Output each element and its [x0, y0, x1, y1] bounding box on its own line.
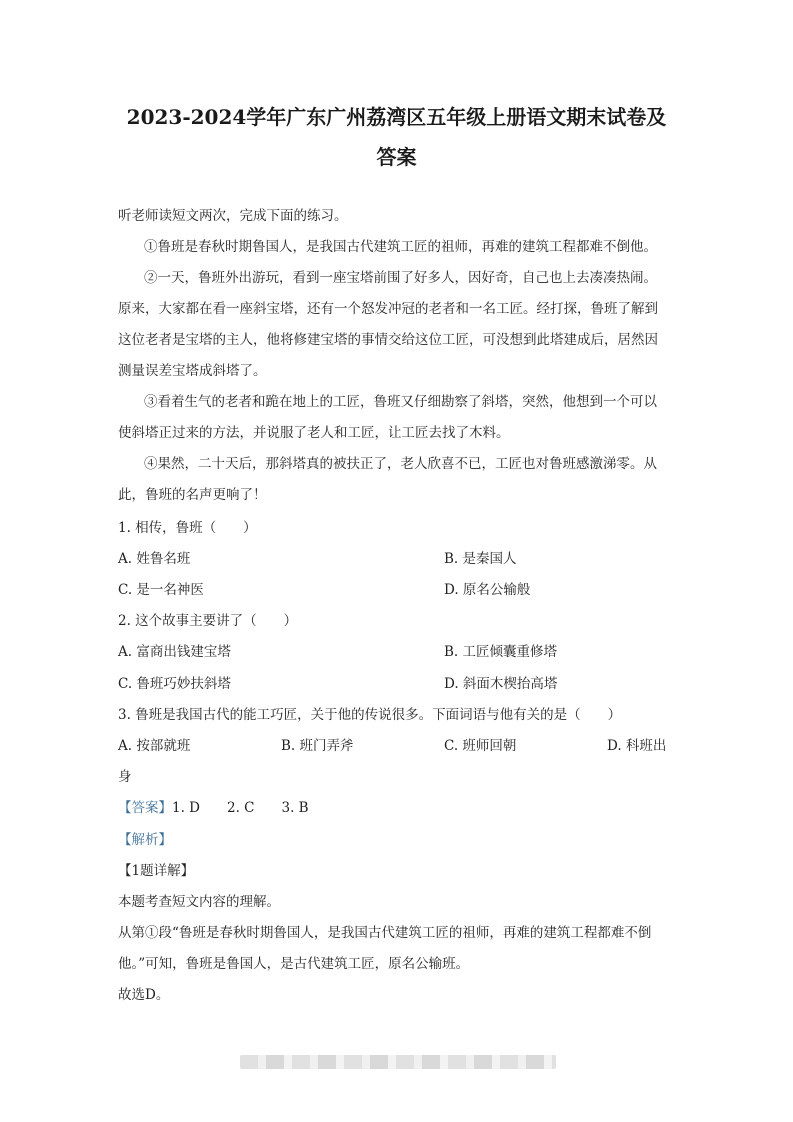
passage-paragraph-2-line-2: 原来，大家都在看一座斜宝塔，还有一个怒发冲冠的老者和一名工匠。经打探，鲁班了解到	[118, 301, 658, 317]
question-1-option-b: B. 是秦国人	[444, 551, 517, 567]
passage-paragraph-4-line-1: ④果然，二十天后，那斜塔真的被扶正了，老人欣喜不已，工匠也对鲁班感激涕零。从	[144, 456, 657, 472]
passage-paragraph-3-line-2: 使斜塔正过来的方法，并说服了老人和工匠，让工匠去找了木料。	[118, 425, 510, 441]
blurred-footer-watermark	[240, 1055, 556, 1069]
instruction: 听老师读短文两次，完成下面的练习。	[118, 208, 348, 224]
question-1-stem: 1. 相传，鲁班（ ）	[118, 520, 257, 536]
answer-text: 1. D 2. C 3. B	[172, 800, 309, 816]
answer-label: 【答案】	[118, 800, 172, 816]
question-3-option-c: C. 班师回朝	[444, 738, 517, 754]
passage-paragraph-3-line-1: ③看着生气的老者和跪在地上的工匠，鲁班又仔细勘察了斜塔，突然，他想到一个可以	[144, 394, 657, 410]
passage-paragraph-2-line-1: ②一天，鲁班外出游玩，看到一座宝塔前围了好多人，因好奇，自己也上去凑凑热闹。	[144, 270, 657, 286]
question-2-option-a: A. 富商出钱建宝塔	[118, 644, 231, 660]
question-3-option-a: A. 按部就班	[118, 738, 191, 754]
question-2-option-c: C. 鲁班巧妙扶斜塔	[118, 676, 231, 692]
passage-paragraph-2-line-3: 这位老者是宝塔的主人，他将修建宝塔的事情交给这位工匠，可没想到此塔建成后，居然因	[118, 332, 658, 348]
detail-line-1: 本题考查短文内容的理解。	[118, 894, 280, 910]
answer-line	[118, 798, 680, 818]
question-1-option-d: D. 原名公输般	[444, 582, 531, 598]
passage-paragraph-2-line-4: 测量误差宝塔成斜塔了。	[118, 363, 267, 379]
detail-line-3: 他。”可知，鲁班是鲁国人，是古代建筑工匠，原名公输班。	[118, 956, 470, 972]
question-1-option-a: A. 姓鲁名班	[118, 551, 191, 567]
question-3-option-b: B. 班门弄斧	[281, 738, 354, 754]
question-2-option-d: D. 斜面木楔抬高塔	[444, 676, 558, 692]
question-2-option-b: B. 工匠倾囊重修塔	[444, 644, 558, 660]
document-title-line-2: 答案	[376, 145, 417, 169]
detail-line-2: 从第①段“鲁班是春秋时期鲁国人，是我国古代建筑工匠的祖师，再难的建筑工程都难不倒	[118, 925, 652, 941]
detail-label: 【1题详解】	[118, 863, 195, 879]
question-3-option-d: D. 科班出	[607, 738, 667, 754]
question-3-option-d-wrap: 身	[118, 769, 132, 785]
document-title-line-1: 2023-2024学年广东广州荔湾区五年级上册语文期末试卷及	[126, 105, 667, 129]
passage-paragraph-1: ①鲁班是春秋时期鲁国人，是我国古代建筑工匠的祖师，再难的建筑工程都难不倒他。	[144, 239, 657, 255]
detail-line-4: 故选D。	[118, 987, 170, 1003]
question-1-option-c: C. 是一名神医	[118, 582, 204, 598]
question-2-stem: 2. 这个故事主要讲了（ ）	[118, 613, 298, 629]
analysis-label: 【解析】	[118, 832, 172, 848]
passage-paragraph-4-line-2: 此，鲁班的名声更响了！	[118, 487, 267, 503]
question-3-stem: 3. 鲁班是我国古代的能工巧匠，关于他的传说很多。下面词语与他有关的是（ ）	[118, 707, 622, 723]
